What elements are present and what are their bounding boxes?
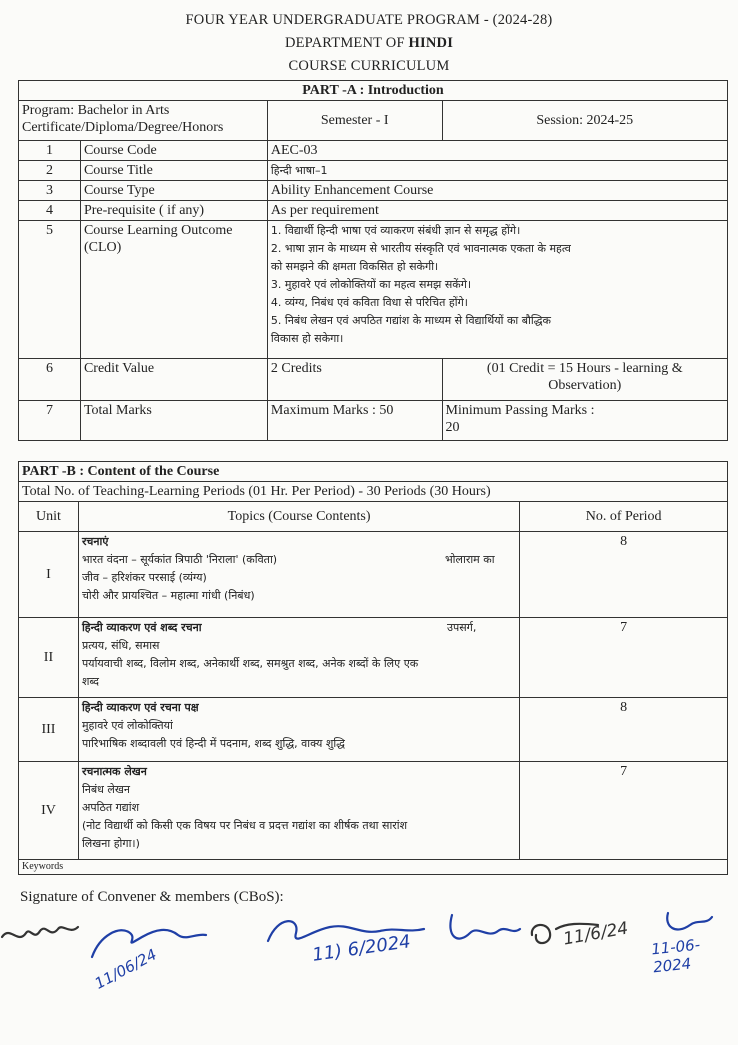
- semester-cell: Semester - I: [267, 101, 442, 141]
- topic-line: जीव – हरिशंकर परसाई (व्यंग्य): [81, 571, 207, 584]
- col-unit: Unit: [19, 502, 79, 532]
- min-marks-line2: 20: [445, 420, 460, 435]
- signature-strokes: [0, 905, 738, 1015]
- course-type: Ability Enhancement Course: [267, 181, 727, 201]
- topic-aside: उपसर्ग,: [446, 621, 477, 634]
- program-line2: Certificate/Diploma/Degree/Honors: [22, 120, 224, 135]
- col-periods: No. of Period: [520, 502, 728, 532]
- department-prefix: DEPARTMENT OF: [284, 35, 409, 51]
- max-marks: Maximum Marks : 50: [267, 401, 442, 441]
- row-no: 5: [19, 221, 81, 359]
- unit-heading: हिन्दी व्याकरण एवं रचना पक्ष: [81, 701, 199, 714]
- topic-line: निबंध लेखन: [81, 783, 130, 796]
- clo-label: [80, 221, 267, 359]
- unit-periods: 8: [520, 698, 728, 762]
- keywords-row: Keywords: [19, 860, 728, 875]
- department-name: HINDI: [408, 35, 454, 51]
- part-a-table: [18, 80, 728, 441]
- clo-item: को समझने की क्षमता विकसित हो सकेगी।: [270, 260, 439, 273]
- curriculum-title: COURSE CURRICULUM: [288, 58, 450, 74]
- unit-topics: [78, 532, 519, 618]
- col-topics: Topics (Course Contents): [78, 502, 519, 532]
- unit-topics: [78, 762, 519, 860]
- topic-line: (नोट विद्यार्थी को किसी एक विषय पर निबंध व प्रदत्त गद्यांश का शीर्षक तथा सारांश: [81, 819, 408, 832]
- course-title: हिन्दी भाषा–1: [267, 161, 727, 181]
- topic-line: मुहावरे एवं लोकोक्तियां: [81, 719, 173, 732]
- signature-date: 11/06/24: [91, 945, 160, 993]
- unit-heading: रचनाएं: [81, 535, 109, 548]
- clo-item: 1. विद्यार्थी हिन्दी भाषा एवं व्याकरण संबंधी ज्ञान से समृद्ध होंगे।: [270, 224, 521, 237]
- course-code: AEC-03: [267, 141, 727, 161]
- unit-topics: [78, 698, 519, 762]
- clo-item: 3. मुहावरे एवं लोकोक्तियों का महत्व समझ सकेंगे।: [270, 278, 472, 291]
- signature-date: 11) 6/2024: [311, 931, 412, 966]
- topic-line: चोरी और प्रायश्चित – महात्मा गांधी (निबंध): [81, 589, 255, 602]
- topic-line: प्रत्यय, संधि, समास: [81, 639, 160, 652]
- credit-note: [442, 359, 727, 401]
- unit-periods: 7: [520, 618, 728, 698]
- credit-label: Credit Value: [80, 359, 267, 401]
- total-periods: Total No. of Teaching-Learning Periods (01 Hr. Per Period) - 30 Periods (30 Hours): [19, 482, 728, 502]
- row-label: Course Type: [80, 181, 267, 201]
- row-no: 6: [19, 359, 81, 401]
- signature-date: 11/6/24: [561, 918, 630, 950]
- row-no: 1: [19, 141, 81, 161]
- unit-number: I: [19, 532, 79, 618]
- credit-note-line1: (01 Credit = 15 Hours - learning &: [486, 361, 683, 376]
- row-label: Course Title: [80, 161, 267, 181]
- row-no: 2: [19, 161, 81, 181]
- signature-date: 11-06-2024: [650, 935, 701, 977]
- unit-number: III: [19, 698, 79, 762]
- clo-item: 5. निबंध लेखन एवं अपठित गद्यांश के माध्यम से विद्यार्थियों का बौद्धिक: [270, 314, 551, 327]
- credit-note-line2: Observation): [548, 378, 622, 393]
- topic-aside: भोलाराम का: [444, 553, 495, 566]
- part-b-title: PART -B : Content of the Course: [19, 462, 728, 482]
- clo-item: विकास हो सकेगा।: [270, 332, 344, 345]
- unit-number: IV: [19, 762, 79, 860]
- topic-line: लिखना होगा।): [81, 837, 140, 850]
- min-marks-line1: Minimum Passing Marks :: [445, 403, 595, 418]
- signature-1: [2, 927, 78, 937]
- program-title: FOUR YEAR UNDERGRADUATE PROGRAM - (2024-28): [185, 12, 553, 28]
- signature-caption: Signature of Convener & members (CBoS):: [20, 889, 284, 905]
- topic-line: पारिभाषिक शब्दावली एवं हिन्दी में पदनाम, शब्द शुद्धि, वाक्य शुद्धि: [81, 737, 345, 750]
- part-b-table: [18, 461, 728, 875]
- unit-periods: 8: [520, 532, 728, 618]
- credit-value: 2 Credits: [267, 359, 442, 401]
- topic-line: भारत वंदना – सूर्यकांत त्रिपाठी 'निराला' (कविता): [81, 553, 278, 566]
- row-label: Course Code: [80, 141, 267, 161]
- clo-item: 2. भाषा ज्ञान के माध्यम से भारतीय संस्कृति एवं भावनात्मक एकता के महत्व: [270, 242, 571, 255]
- program-line1: Program: Bachelor in Arts: [22, 103, 170, 118]
- part-a-title: PART -A : Introduction: [19, 81, 728, 101]
- row-label: Pre-requisite ( if any): [80, 201, 267, 221]
- clo-list: [267, 221, 727, 359]
- unit-topics: [78, 618, 519, 698]
- row-no: 3: [19, 181, 81, 201]
- clo-label-line1: Course Learning Outcome: [83, 223, 233, 238]
- topic-line: शब्द: [81, 675, 99, 688]
- unit-number: II: [19, 618, 79, 698]
- signature-6: [667, 913, 712, 929]
- min-marks: [442, 401, 727, 441]
- marks-label: Total Marks: [80, 401, 267, 441]
- topic-line: पर्यायवाची शब्द, विलोम शब्द, अनेकार्थी शब्द, समश्रुत शब्द, अनेक शब्दों के लिए एक: [81, 657, 419, 670]
- prerequisite: As per requirement: [267, 201, 727, 221]
- program-cell: [19, 101, 268, 141]
- row-no: 4: [19, 201, 81, 221]
- unit-heading: रचनात्मक लेखन: [81, 765, 147, 778]
- clo-item: 4. व्यंग्य, निबंध एवं कविता विधा से परिचित होंगे।: [270, 296, 468, 309]
- signature-4: [450, 915, 520, 939]
- department-title: [0, 35, 738, 52]
- unit-periods: 7: [520, 762, 728, 860]
- unit-heading: हिन्दी व्याकरण एवं शब्द रचना: [81, 621, 202, 634]
- topic-line: अपठित गद्यांश: [81, 801, 140, 814]
- row-no: 7: [19, 401, 81, 441]
- session-cell: Session: 2024-25: [442, 101, 727, 141]
- clo-label-line2: (CLO): [83, 240, 122, 255]
